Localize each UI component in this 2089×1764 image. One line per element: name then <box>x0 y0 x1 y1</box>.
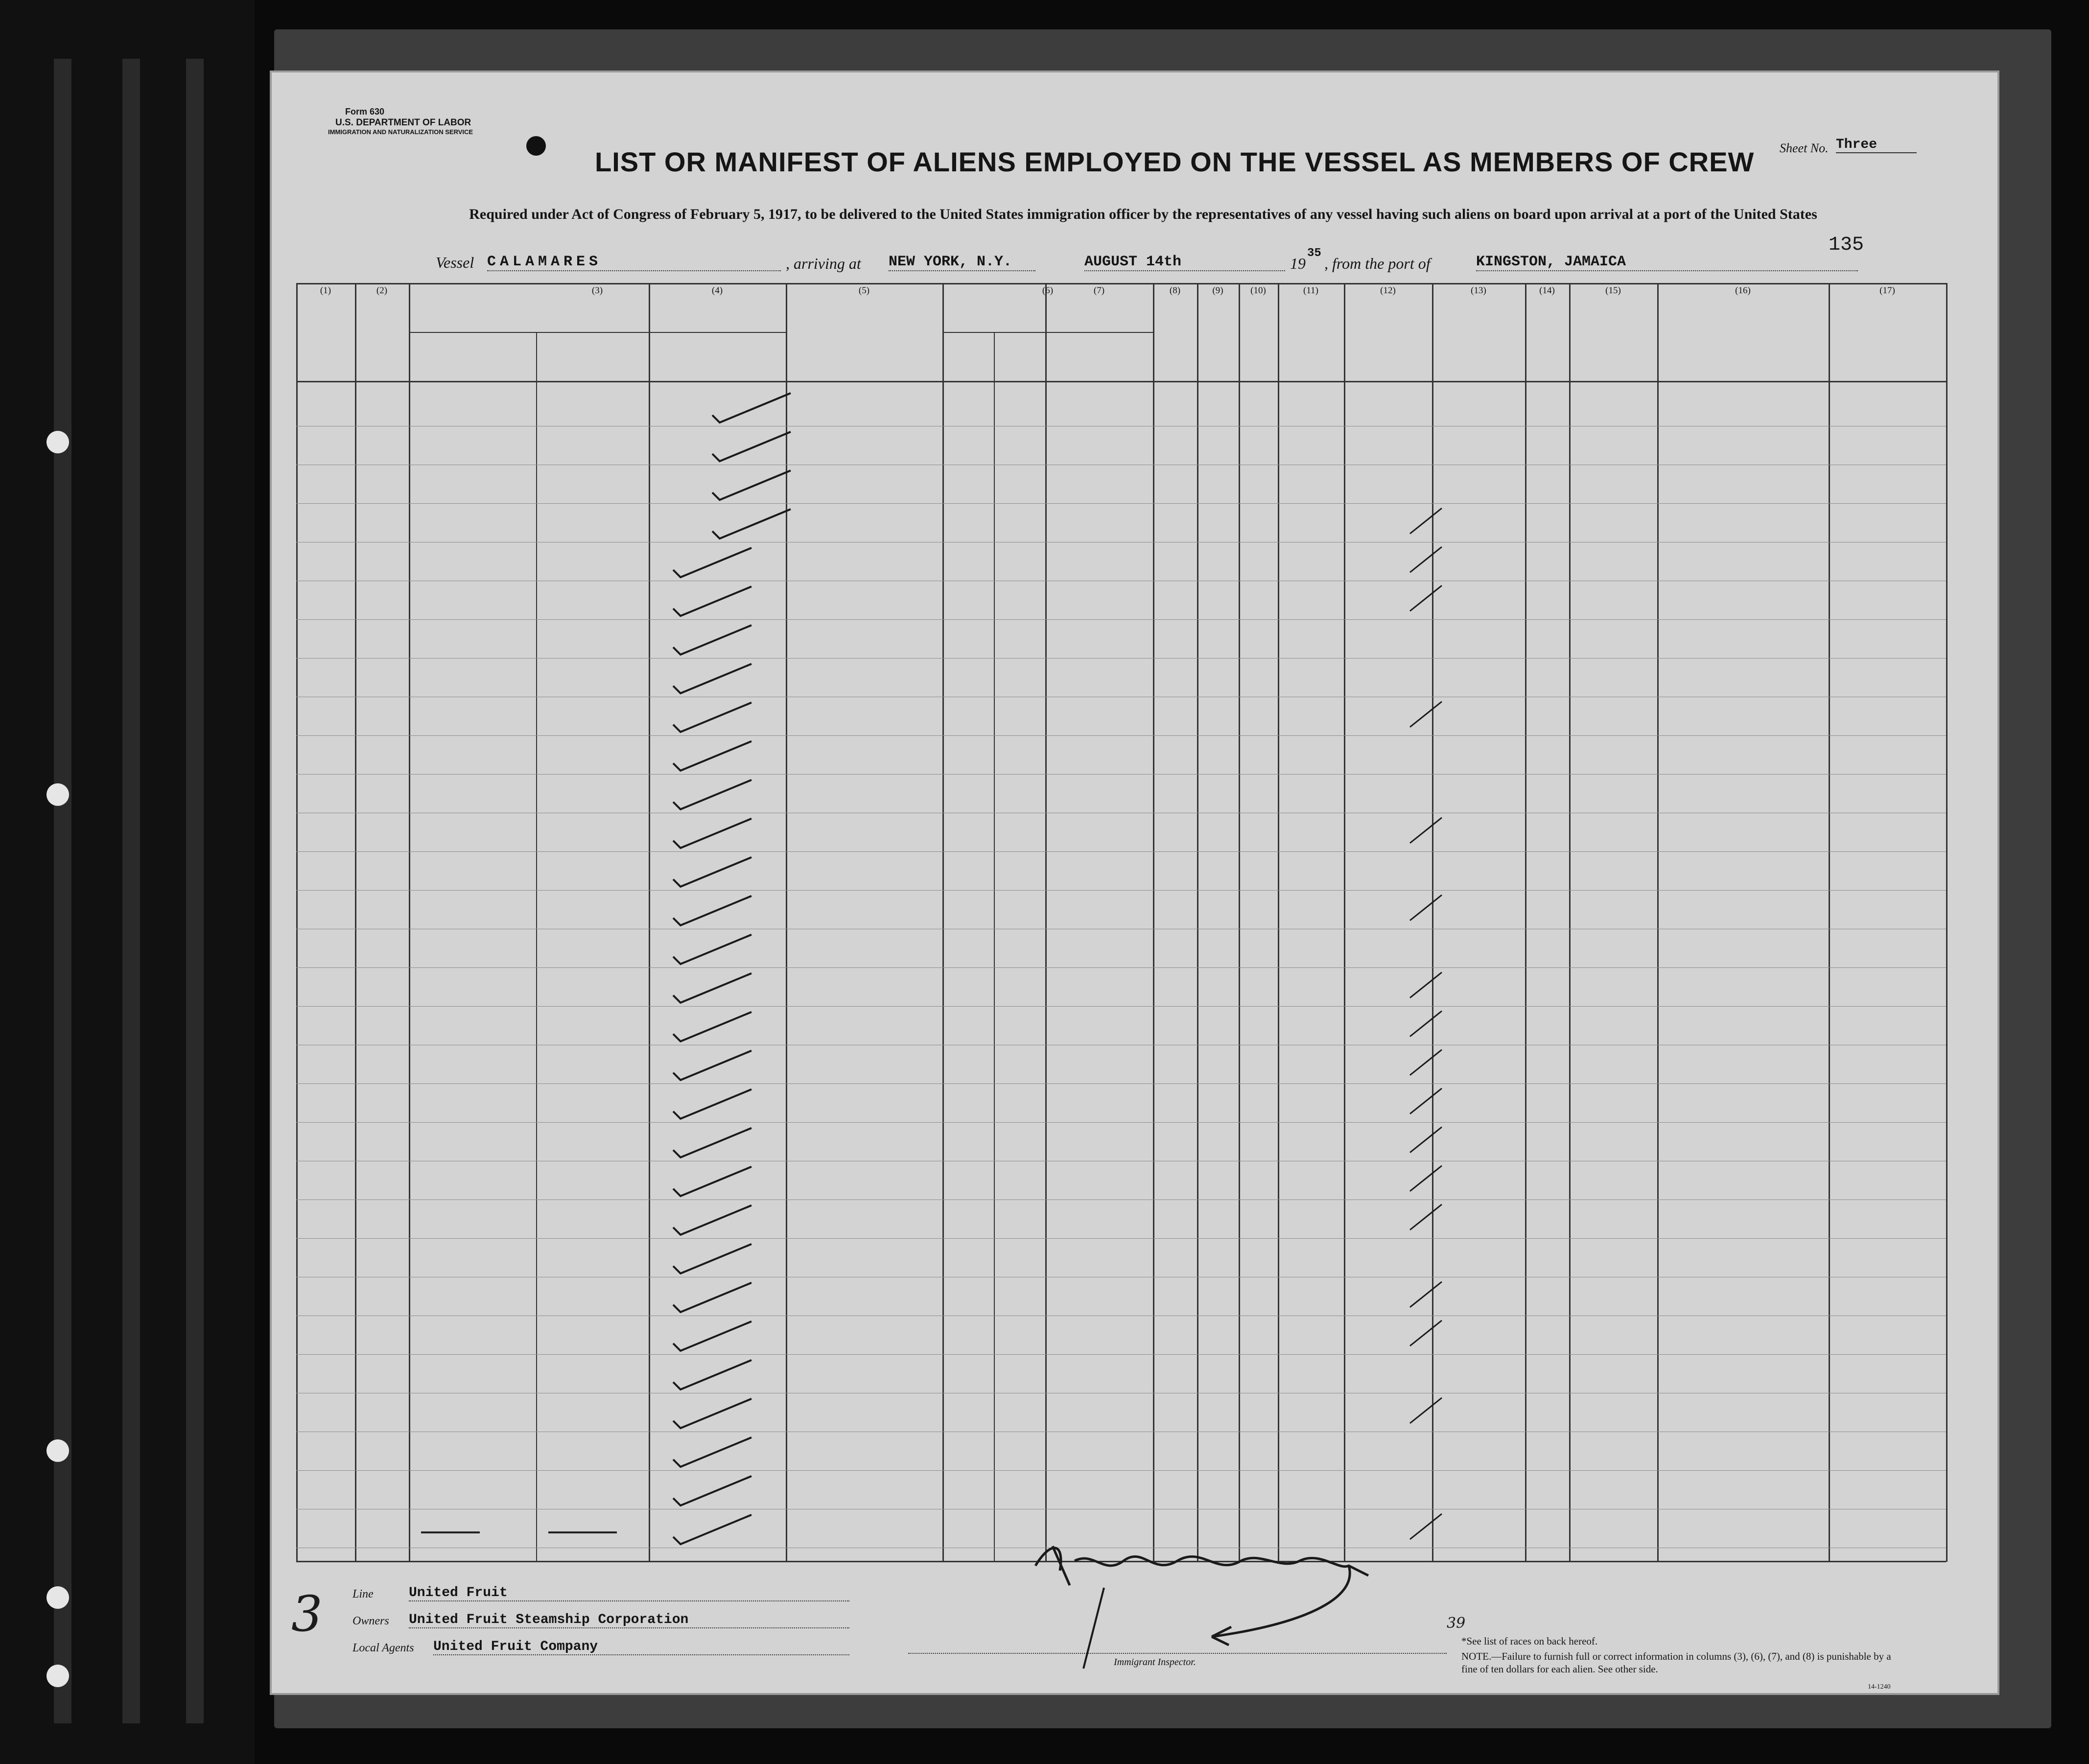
column-number: (7) <box>1093 285 1105 296</box>
check-mark <box>707 427 805 466</box>
tick-mark <box>1408 1394 1447 1428</box>
check-mark <box>668 814 766 853</box>
check-mark <box>668 775 766 814</box>
check-mark <box>668 1200 766 1240</box>
punch-hole <box>47 1586 69 1609</box>
column-rule <box>1569 283 1571 1562</box>
column-number: (11) <box>1303 285 1318 296</box>
check-mark <box>668 582 766 621</box>
check-mark <box>668 891 766 930</box>
row-rule <box>296 890 1946 891</box>
check-mark <box>668 1084 766 1124</box>
binder-strip <box>186 59 204 1723</box>
arrival-date: AUGUST 14th <box>1084 254 1285 271</box>
check-mark <box>668 543 766 582</box>
tick-mark <box>1408 1162 1447 1196</box>
punch-hole <box>47 1665 69 1687</box>
row-rule <box>296 1470 1946 1471</box>
punch-hole-mark <box>526 136 546 156</box>
check-mark <box>668 1007 766 1046</box>
column-number: (10) <box>1250 285 1266 296</box>
form-code: 14-1240 <box>1868 1683 1891 1691</box>
column-rule <box>942 283 944 1562</box>
column-rule <box>1657 283 1659 1562</box>
binder-strip <box>122 59 140 1723</box>
local-agents-value: United Fruit Company <box>433 1639 849 1655</box>
check-mark <box>707 466 805 505</box>
column-number: (1) <box>320 285 331 296</box>
column-number: (4) <box>711 285 723 296</box>
tick-mark <box>1408 1317 1447 1351</box>
tick-mark <box>1408 504 1447 539</box>
column-rule <box>409 283 410 1562</box>
check-mark <box>668 1046 766 1085</box>
pen-stroke <box>1080 1585 1109 1673</box>
year-prefix: 19 <box>1290 255 1306 272</box>
tick-mark <box>1408 968 1447 1003</box>
tick-mark <box>1408 1123 1447 1157</box>
departure-port: KINGSTON, JAMAICA <box>1476 254 1858 271</box>
column-number: (8) <box>1169 285 1181 296</box>
column-rule <box>355 283 356 1562</box>
line-value: United Fruit <box>409 1585 849 1601</box>
column-number: (17) <box>1879 285 1895 296</box>
strike-line <box>548 1531 617 1533</box>
manifest-subtitle: Required under Act of Congress of February 5, 1917, to be delivered to the United States immigration officer by the representatives of any vessel having such aliens on board upon arrival at a port of the United States <box>469 206 1817 222</box>
check-mark <box>707 388 805 427</box>
tick-mark <box>1408 1007 1447 1041</box>
tick-mark <box>1408 698 1447 732</box>
check-mark <box>668 1394 766 1433</box>
vessel-name: CALAMARES <box>487 254 781 271</box>
row-rule <box>296 774 1946 775</box>
tick-mark <box>1408 1278 1447 1312</box>
column-rule <box>649 283 650 1562</box>
check-mark <box>668 1433 766 1472</box>
column-number: (9) <box>1212 285 1223 296</box>
line-label: Line <box>352 1588 374 1600</box>
check-mark <box>668 1510 766 1549</box>
table-header-rule <box>296 381 1946 382</box>
column-number: (12) <box>1380 285 1396 296</box>
when-where-divider <box>994 332 995 1562</box>
column-rule <box>296 283 298 1562</box>
column-number: (6) <box>1042 285 1054 296</box>
column-rule <box>1153 283 1154 1562</box>
owners-value: United Fruit Steamship Corporation <box>409 1612 849 1628</box>
row-rule <box>296 735 1946 736</box>
check-mark <box>668 620 766 659</box>
table-top-rule <box>296 283 1946 284</box>
check-mark <box>668 698 766 737</box>
row-rule <box>296 1083 1946 1084</box>
column-number: (14) <box>1539 285 1555 296</box>
row-rule <box>296 1122 1946 1123</box>
owners-label: Owners <box>352 1615 389 1627</box>
check-mark <box>668 968 766 1008</box>
binder-strip <box>54 59 71 1723</box>
column-number: (16) <box>1735 285 1751 296</box>
service-label: IMMIGRATION AND NATURALIZATION SERVICE <box>328 128 473 136</box>
punch-hole <box>47 783 69 806</box>
column-rule <box>1344 283 1345 1562</box>
check-mark <box>668 659 766 698</box>
manifest-sheet <box>272 72 1997 1693</box>
column-number: (2) <box>376 285 388 296</box>
name-subheader-rule <box>409 332 786 333</box>
handwritten-small-number: 39 <box>1447 1615 1466 1632</box>
row-rule <box>296 619 1946 620</box>
inspector-label: Immigrant Inspector. <box>1114 1657 1196 1668</box>
row-rule <box>296 658 1946 659</box>
manifest-title: LIST OR MANIFEST OF ALIENS EMPLOYED ON THE VESSEL AS MEMBERS OF CREW <box>595 146 1755 177</box>
punch-hole <box>47 1439 69 1462</box>
inspector-signature <box>1006 1531 1447 1659</box>
from-port-label: , from the port of <box>1324 255 1431 272</box>
binder-background <box>0 0 255 1764</box>
row-rule <box>296 1006 1946 1007</box>
tick-mark <box>1408 543 1447 577</box>
column-rule <box>1946 283 1948 1562</box>
department-label: U.S. DEPARTMENT OF LABOR <box>335 118 471 128</box>
year-suffix: 35 <box>1307 247 1321 260</box>
check-mark <box>668 930 766 969</box>
inspector-line <box>908 1653 1447 1654</box>
check-mark <box>668 1162 766 1201</box>
penalty-note: NOTE.—Failure to furnish full or correct information in columns (3), (6), (7), and (8) is punishable by a fine of ten dollars for each alien. See other side. <box>1461 1650 1891 1675</box>
punch-hole <box>47 431 69 453</box>
column-rule <box>1197 283 1198 1562</box>
tick-mark <box>1408 814 1447 848</box>
column-rule <box>1045 283 1047 1562</box>
check-mark <box>668 1239 766 1278</box>
check-mark <box>668 1123 766 1162</box>
column-rule <box>1525 283 1526 1562</box>
family-given-divider <box>536 332 537 1562</box>
check-mark <box>707 504 805 543</box>
row-rule <box>296 1238 1946 1239</box>
local-agents-label: Local Agents <box>352 1642 414 1654</box>
row-rule <box>296 967 1946 968</box>
check-mark <box>668 736 766 776</box>
arriving-label: , arriving at <box>786 255 861 272</box>
tick-mark <box>1408 1200 1447 1235</box>
check-mark <box>668 1471 766 1510</box>
column-rule <box>1829 283 1830 1562</box>
sheet-no-value: Three <box>1836 137 1917 153</box>
race-footnote: *See list of races on back hereof. <box>1461 1635 1598 1647</box>
column-number: (15) <box>1605 285 1621 296</box>
column-number: (13) <box>1471 285 1486 296</box>
shipped-subheader-rule <box>942 332 1153 333</box>
vessel-label: Vessel <box>436 254 474 271</box>
row-rule <box>296 1354 1946 1355</box>
margin-handwritten-number: 3 <box>291 1585 323 1643</box>
check-mark <box>668 1317 766 1356</box>
column-rule <box>1278 283 1279 1562</box>
strike-line <box>421 1531 480 1533</box>
row-rule <box>296 851 1946 852</box>
crew-table <box>296 283 1946 1566</box>
arriving-port: NEW YORK, N.Y. <box>889 254 1035 271</box>
sheet-no-label: Sheet No. <box>1780 141 1829 155</box>
tick-mark <box>1408 1084 1447 1119</box>
tick-mark <box>1408 1046 1447 1080</box>
tick-mark <box>1408 891 1447 925</box>
row-rule <box>296 503 1946 504</box>
check-mark <box>668 852 766 892</box>
check-mark <box>668 1278 766 1317</box>
form-number: Form 630 <box>345 107 385 117</box>
column-number: (5) <box>858 285 870 296</box>
check-mark <box>668 1355 766 1394</box>
page-number: 135 <box>1829 234 1864 256</box>
column-number: (3) <box>591 285 603 296</box>
column-rule <box>1239 283 1240 1562</box>
tick-mark <box>1408 582 1447 616</box>
